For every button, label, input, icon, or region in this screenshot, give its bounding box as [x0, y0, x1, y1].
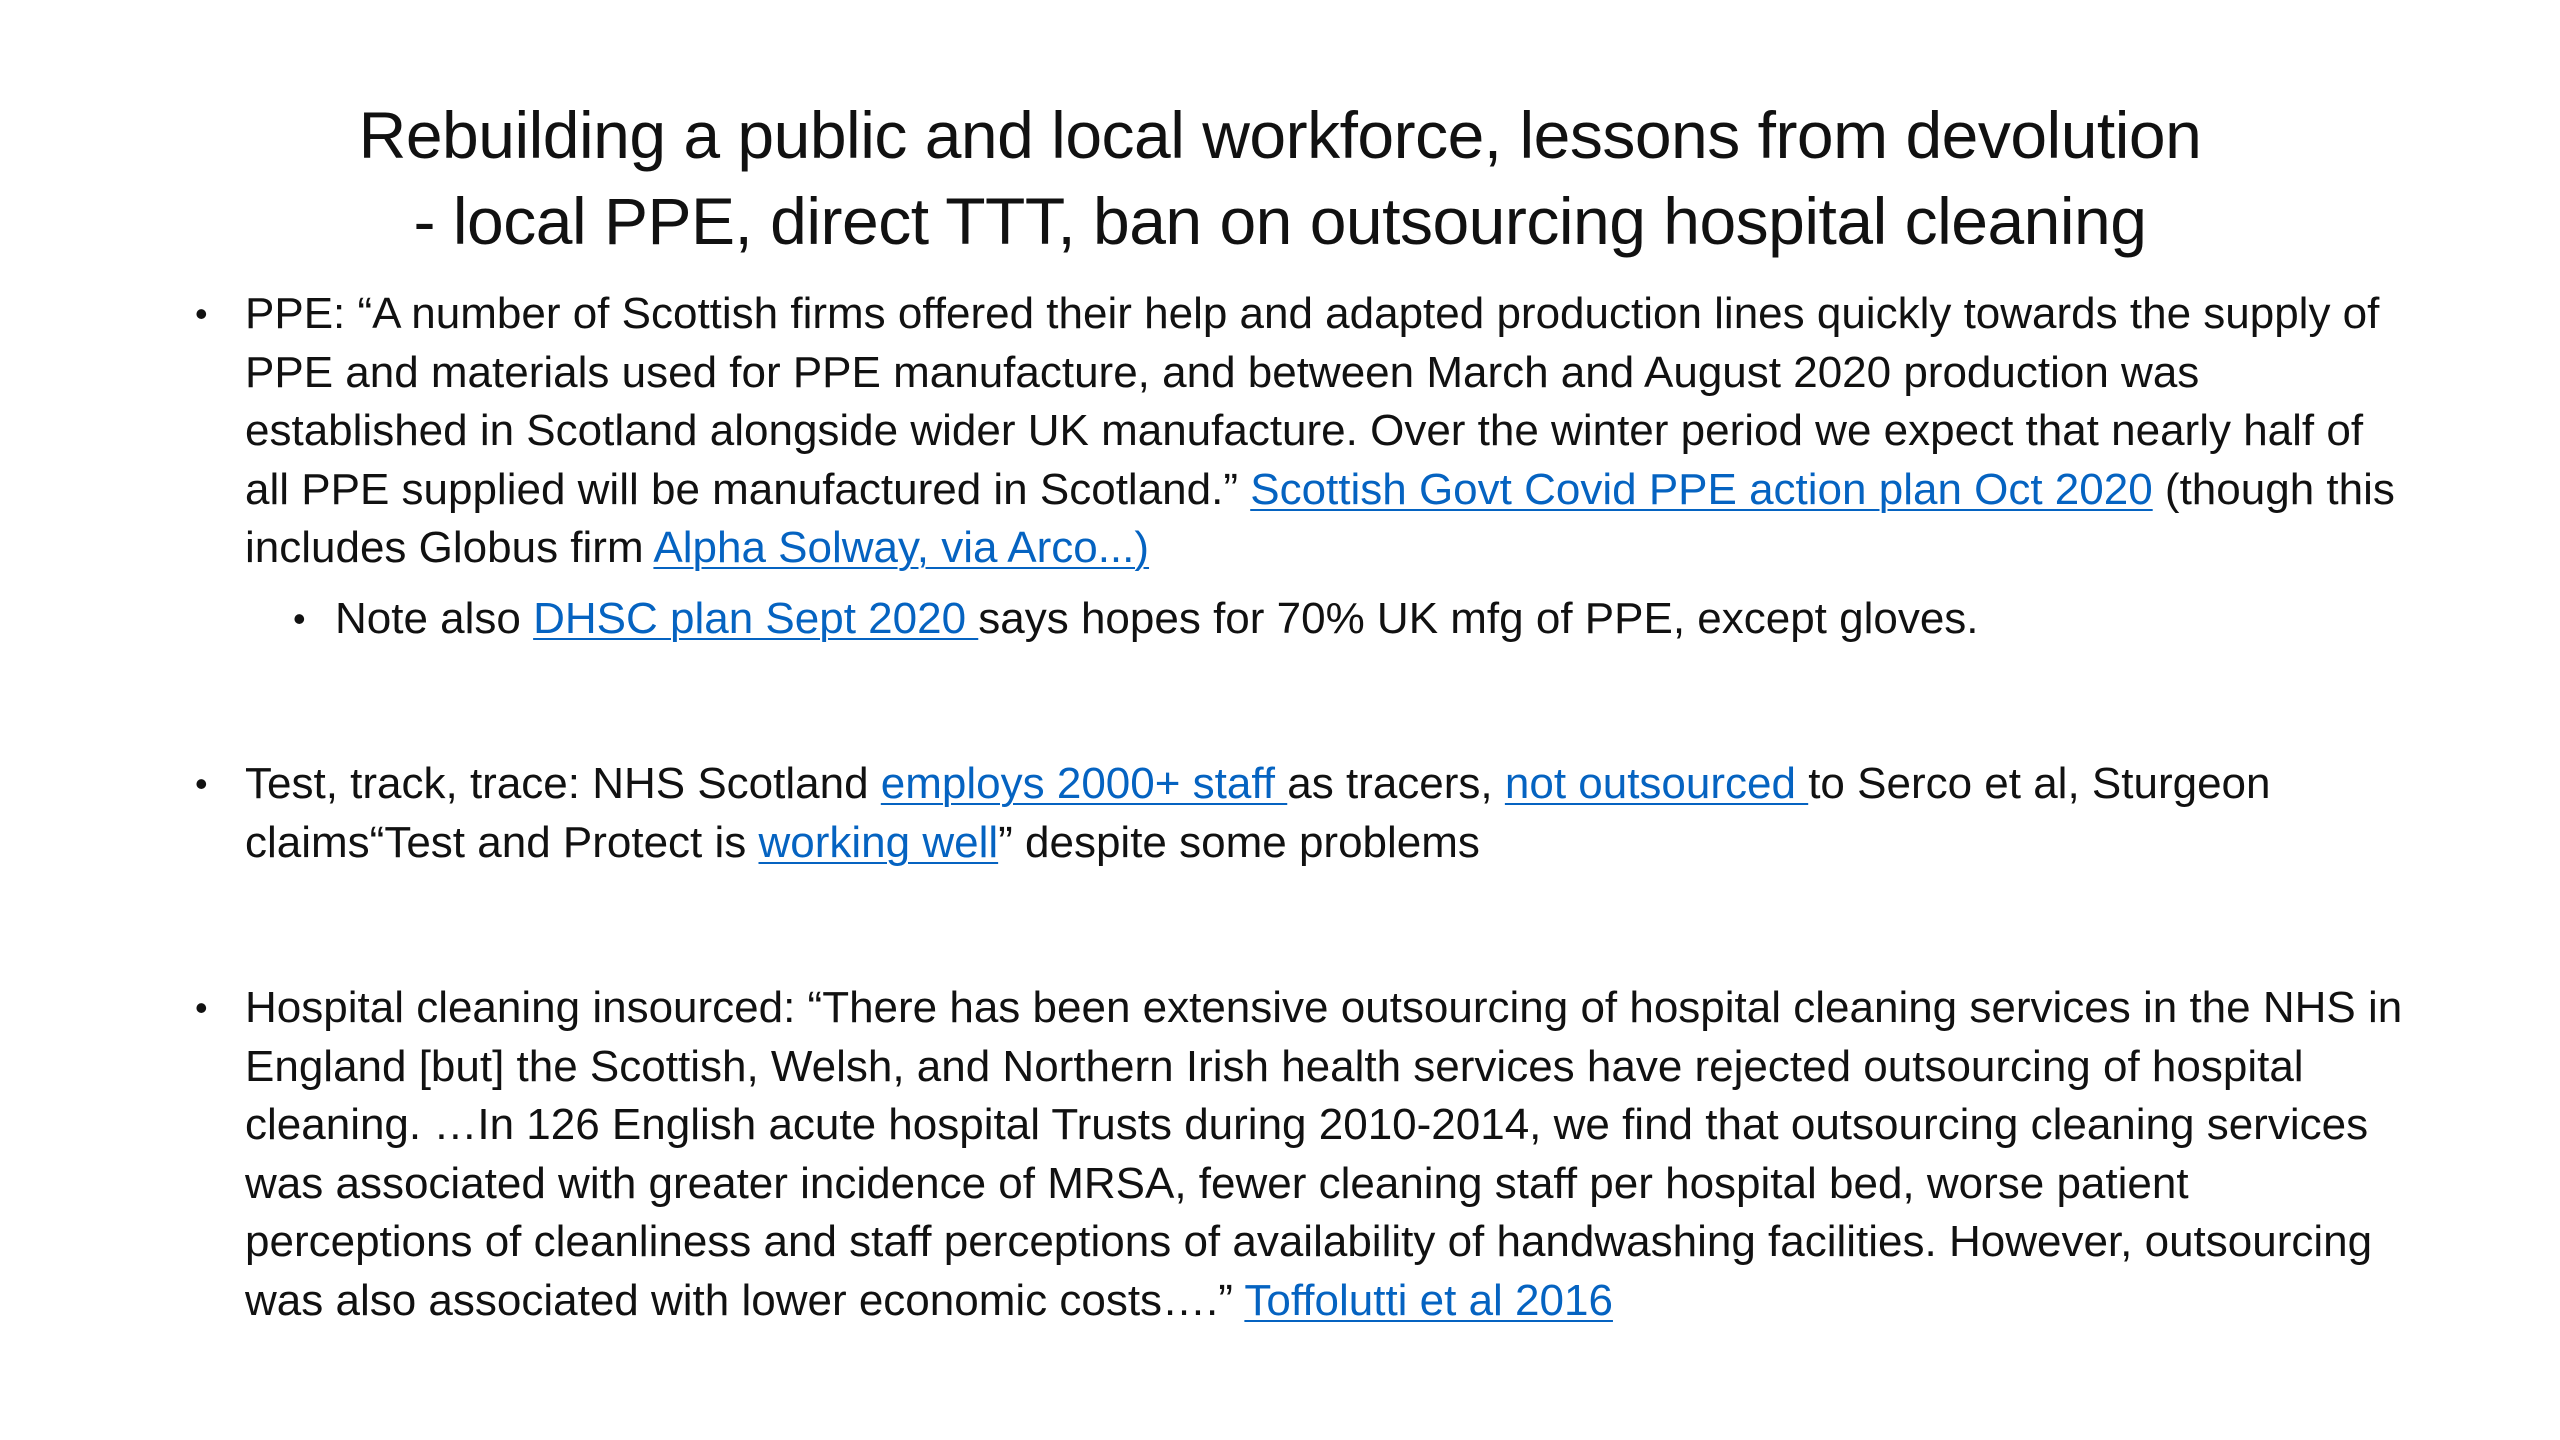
ttt-text-end: ” despite some problems: [998, 817, 1480, 867]
dhsc-text-after: says hopes for 70% UK mfg of PPE, except gloves.: [978, 593, 1979, 643]
dhsc-text-before: Note also: [335, 593, 534, 643]
link-dhsc-plan[interactable]: DHSC plan Sept 2020: [533, 593, 979, 643]
spacer: [195, 648, 2405, 755]
bullet-dot: •: [195, 293, 208, 334]
bullet-hospital-cleaning: [195, 979, 2405, 1330]
link-toffolutti[interactable]: Toffolutti et al 2016: [1244, 1275, 1613, 1325]
ppe-text: PPE: “A number of Scottish firms offered their help and adapted production lines quickly towards the supply of PPE and materials used for PPE manufacture, and between March and August 2020 production was established in Scotland alongside wider UK manufacture. Over the winter period we expect that nearly half of all PPE supplied will be manufactured in Scotland.”: [245, 289, 2380, 514]
spacer: [195, 872, 2405, 979]
title-line-1: Rebuilding a public and local workforce, lessons from devolution: [358, 98, 2202, 172]
link-not-outsourced[interactable]: not outsourced: [1504, 759, 1809, 808]
ttt-text-middle: as tracers,: [1287, 759, 1505, 808]
slide-title: [230, 92, 2330, 264]
link-alpha-solway[interactable]: Alpha Solway, via Arco...): [653, 523, 1150, 572]
title-line-2: - local PPE, direct TTT, ban on outsourcing hospital cleaning: [413, 184, 2147, 258]
bullet-dot: •: [195, 987, 208, 1028]
link-working-well[interactable]: working well: [758, 817, 999, 867]
bullet-ppe: [195, 285, 2405, 578]
sub-bullet-dhsc: [293, 590, 2405, 649]
link-employs-staff[interactable]: employs 2000+ staff: [880, 759, 1288, 808]
ppe-text-middle: (though this includes Globus firm: [245, 464, 2395, 572]
ttt-text-after: to Serco et al, Sturgeon claims“Test and Protect is: [245, 759, 2271, 867]
bullet-dot: •: [293, 597, 306, 639]
slide-body: [195, 285, 2405, 1330]
ttt-text-before: Test, track, trace: NHS Scotland: [245, 759, 881, 808]
cleaning-text: Hospital cleaning insourced: “There has been extensive outsourcing of hospital cleaning services in the NHS in England [but] the Scottish, Welsh, and Northern Irish health services have rejected outsourcing of hospital cleaning. …In 126 English acute hospital Trusts during 2010-2014, we find that outsourcing cleaning services was associated with greater incidence of MRSA, fewer cleaning staff per hospital bed, worse patient perceptions of cleanliness and staff perceptions of availability of handwashing facilities. However, outsourcing was also associated with lower economic costs….”: [245, 983, 2403, 1325]
bullet-dot: •: [195, 763, 208, 804]
bullet-test-track-trace: [195, 755, 2405, 872]
link-scottish-govt-ppe-plan[interactable]: Scottish Govt Covid PPE action plan Oct 2020: [1250, 464, 2153, 514]
